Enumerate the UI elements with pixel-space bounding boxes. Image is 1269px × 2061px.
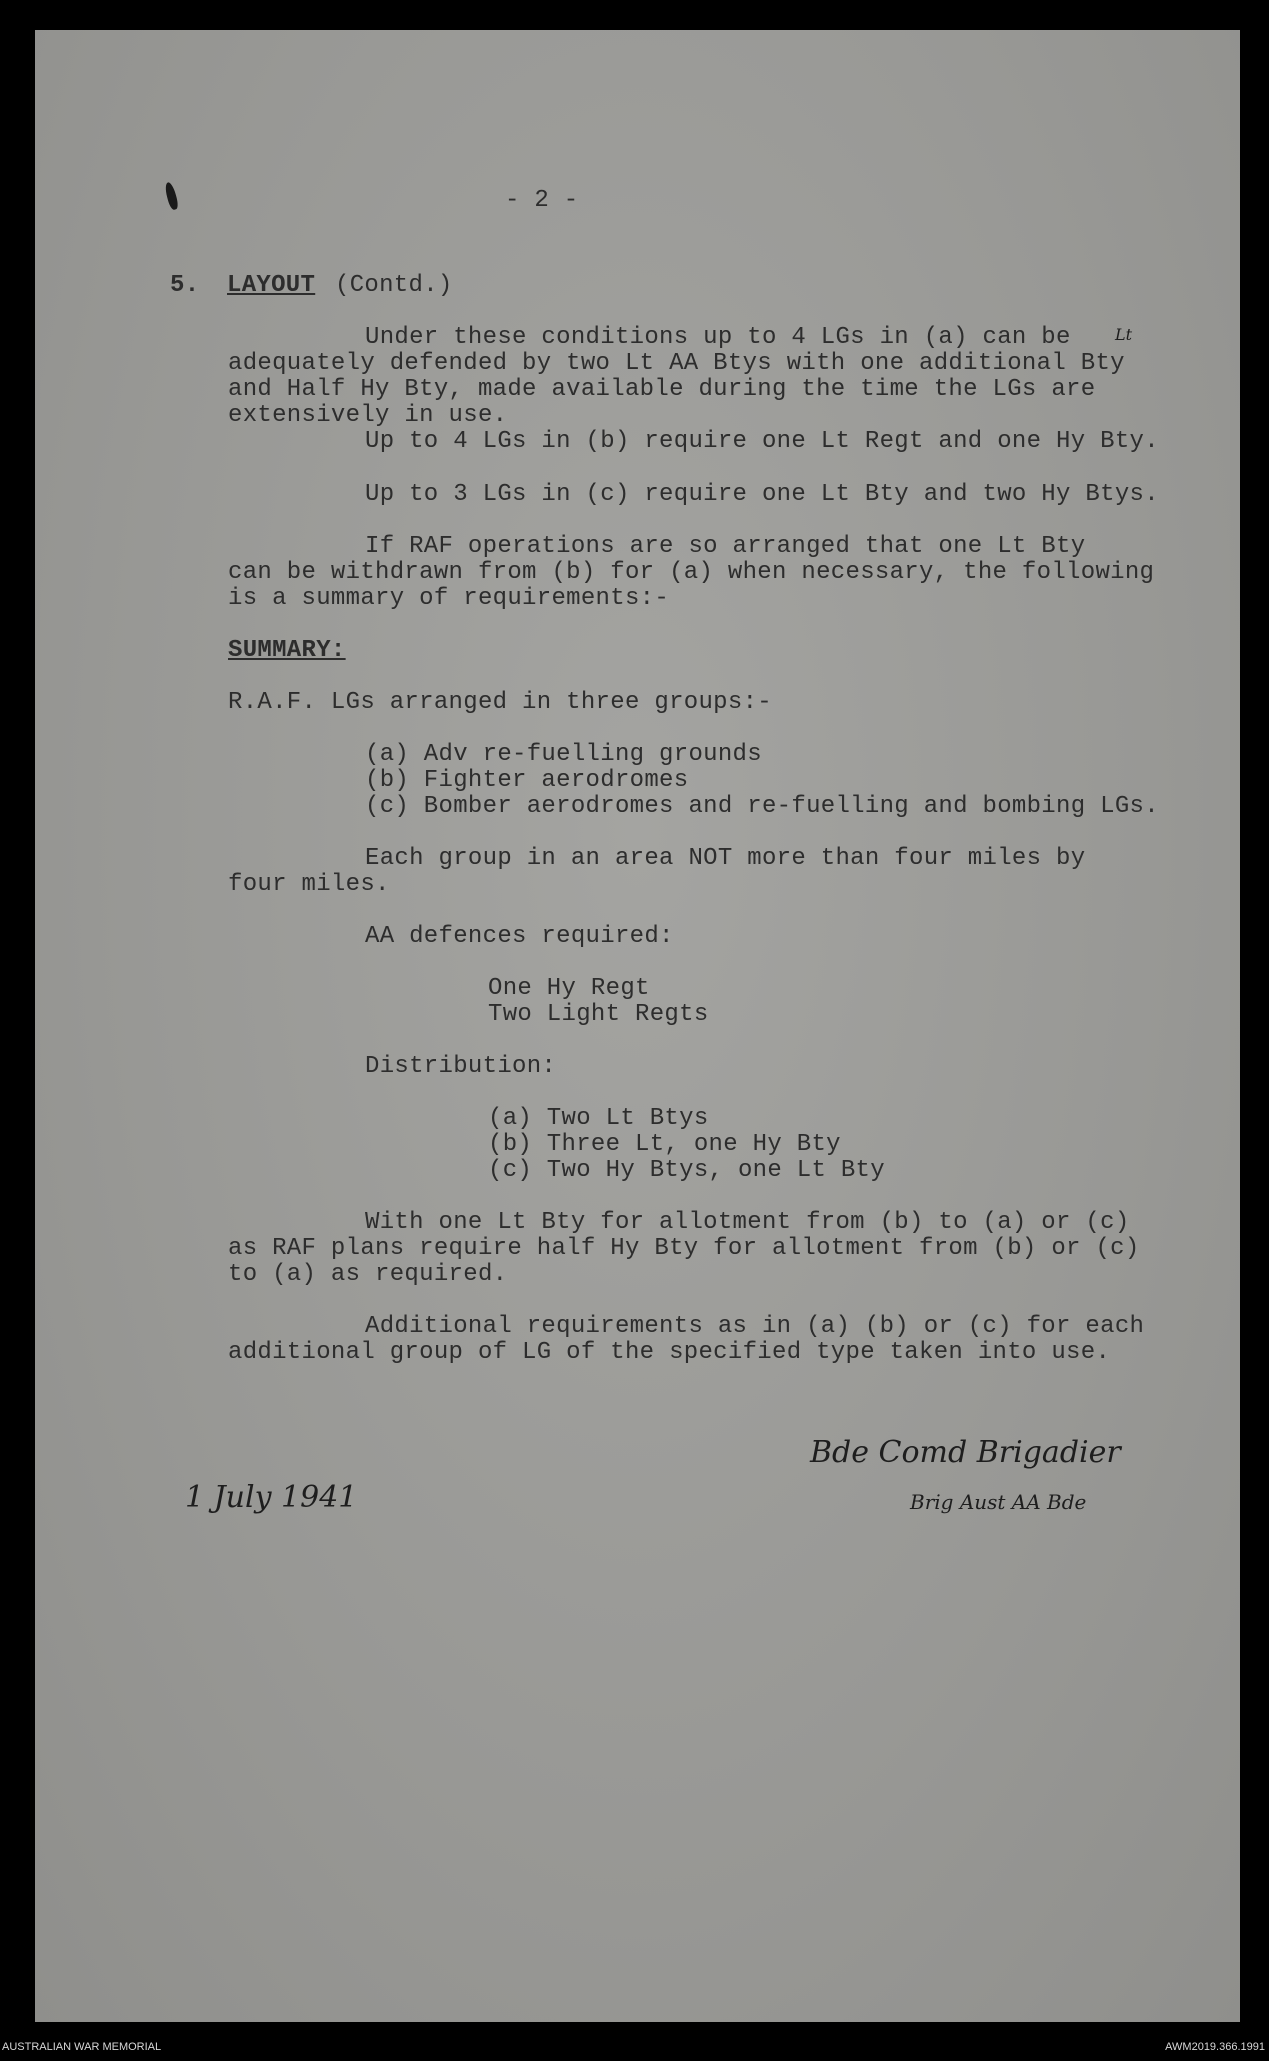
text-line: can be withdrawn from (b) for (a) when necessary, the following <box>228 559 1155 586</box>
groups-intro: R.A.F. LGs arranged in three groups:- <box>228 689 772 716</box>
list-item: Two Light Regts <box>488 1001 709 1028</box>
handwritten-lt: Lt <box>1115 325 1133 344</box>
footer-accession: AWM2019.366.1991 <box>1165 2041 1265 2053</box>
section-number: 5. <box>170 272 200 299</box>
summary-heading: SUMMARY: <box>228 637 346 664</box>
list-item: One Hy Regt <box>488 975 650 1002</box>
text-line: Under these conditions up to 4 LGs in (a) can be <box>365 324 1071 351</box>
text-line: If RAF operations are so arranged that one Lt Bty <box>365 533 1086 560</box>
signature: Bde Comd Brigadier <box>810 1435 1121 1470</box>
document-page <box>35 30 1240 2022</box>
text-line: adequately defended by two Lt AA Btys with one additional Bty <box>228 350 1125 377</box>
paragraph-2: Up to 4 LGs in (b) require one Lt Regt and one Hy Bty. <box>365 428 1159 455</box>
text-line: and Half Hy Bty, made available during the time the LGs are <box>228 376 1096 403</box>
list-item: (c) Bomber aerodromes and re-fuelling and bombing LGs. <box>365 793 1159 820</box>
text-line: extensively in use. <box>228 402 508 429</box>
text-line: additional group of LG of the specified type taken into use. <box>228 1339 1111 1366</box>
distribution-heading: Distribution: <box>365 1053 557 1080</box>
page-number: - 2 - <box>505 187 579 214</box>
text-line: as RAF plans require half Hy Bty for allotment from (b) or (c) <box>228 1235 1140 1262</box>
text-line: Each group in an area NOT more than four miles by <box>365 845 1086 872</box>
handwritten-date: 1 July 1941 <box>185 1480 358 1515</box>
footer-institution: AUSTRALIAN WAR MEMORIAL <box>2 2041 162 2053</box>
list-item: (b) Three Lt, one Hy Bty <box>488 1131 841 1158</box>
text-line: With one Lt Bty for allotment from (b) to (a) or (c) <box>365 1209 1130 1236</box>
signature-title: Brig Aust AA Bde <box>910 1490 1087 1514</box>
text-line: four miles. <box>228 871 390 898</box>
defences-heading: AA defences required: <box>365 923 674 950</box>
list-item: (a) Adv re-fuelling grounds <box>365 741 762 768</box>
section-contd: (Contd.) <box>335 272 453 299</box>
list-item: (c) Two Hy Btys, one Lt Bty <box>488 1157 885 1184</box>
paragraph-3: Up to 3 LGs in (c) require one Lt Bty and two Hy Btys. <box>365 481 1159 508</box>
list-item: (b) Fighter aerodromes <box>365 767 689 794</box>
section-title: LAYOUT <box>227 272 316 299</box>
text-line: Additional requirements as in (a) (b) or (c) for each <box>365 1313 1145 1340</box>
text-line: is a summary of requirements:- <box>228 585 670 612</box>
list-item: (a) Two Lt Btys <box>488 1105 709 1132</box>
ink-blot <box>164 181 180 210</box>
text-line: to (a) as required. <box>228 1261 508 1288</box>
